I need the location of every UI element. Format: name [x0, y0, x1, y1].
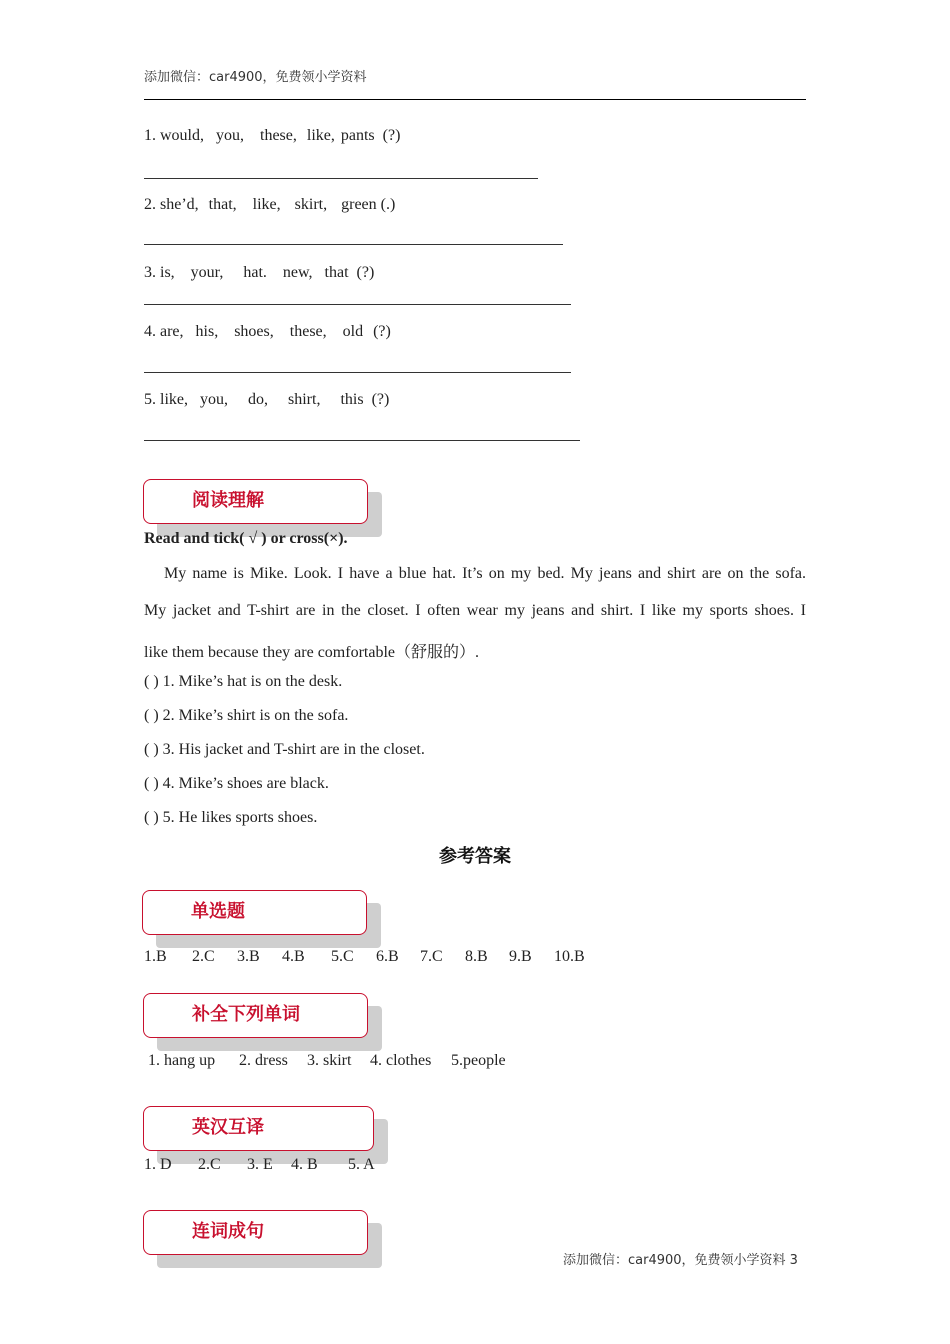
answer-line[interactable] — [144, 244, 563, 245]
ordering-question-2 — [144, 196, 395, 214]
answer-item: 2. dress — [239, 1052, 288, 1069]
statement[interactable]: ( ) 5. He likes sports shoes. — [144, 809, 318, 826]
answer-item: 4. B — [291, 1156, 318, 1173]
word: like, — [306, 127, 335, 144]
answer-item: 9.B — [509, 948, 532, 965]
word: 1. would, — [144, 127, 204, 144]
word: like, — [252, 196, 281, 213]
ordering-question-4 — [144, 323, 391, 341]
word: do, — [248, 391, 268, 408]
word: 3. is, — [144, 264, 175, 281]
header-divider — [144, 99, 806, 100]
statement[interactable]: ( ) 3. His jacket and T-shirt are in the closet. — [144, 741, 425, 758]
page-header: 添加微信：car4900，免费领小学资料 — [144, 70, 367, 85]
word: new, — [282, 264, 313, 281]
answer-item: 6.B — [376, 948, 399, 965]
answer-line[interactable] — [144, 440, 580, 441]
word: shirt, — [288, 391, 321, 408]
word: pants — [340, 127, 375, 144]
reading-instruction: Read and tick( √ ) or cross(×). — [144, 530, 348, 547]
single-choice-answers — [0, 948, 950, 970]
page-footer: 添加微信：car4900，免费领小学资料 3 — [563, 1253, 798, 1268]
answer-item: 5.C — [331, 948, 354, 965]
ordering-question-5 — [144, 391, 389, 409]
word: skirt, — [294, 196, 328, 213]
answer-item: 1. D — [144, 1156, 172, 1173]
answer-line[interactable] — [144, 304, 571, 305]
word: his, — [195, 323, 219, 340]
answer-item: 7.C — [420, 948, 443, 965]
word: hat. — [243, 264, 267, 281]
word: green (.) — [341, 196, 396, 213]
answer-item: 1.B — [144, 948, 167, 965]
statement[interactable]: ( ) 1. Mike’s hat is on the desk. — [144, 673, 343, 690]
ordering-question-3 — [144, 264, 374, 282]
ordering-question-1 — [144, 127, 400, 145]
answer-item: 10.B — [554, 948, 585, 965]
answer-line[interactable] — [144, 372, 571, 373]
translation-answers — [0, 1156, 950, 1178]
section-title: 连词成句 — [143, 1210, 368, 1255]
word: (?) — [382, 127, 401, 144]
answer-item: 3.B — [237, 948, 260, 965]
answer-line[interactable] — [144, 178, 538, 179]
word: (?) — [373, 323, 391, 340]
word: 2. she’d, — [144, 196, 199, 213]
word: (?) — [371, 391, 390, 408]
word: shoes, — [234, 323, 274, 340]
word: that — [324, 264, 349, 281]
passage-line-3: like them because they are comfortable（舒服的）. — [144, 644, 479, 661]
word: that, — [208, 196, 237, 213]
passage-line-1: My name is Mike. Look. I have a blue hat. It’s on my bed. My jeans and shirt are on the sofa. — [164, 565, 806, 582]
answer-item: 5.people — [451, 1052, 506, 1069]
word: old — [342, 323, 364, 340]
section-title: 阅读理解 — [143, 479, 368, 524]
answer-item: 1. hang up — [148, 1052, 216, 1069]
passage-line-2: My jacket and T-shirt are in the closet. I often wear my jeans and shirt. I like my sports shoes. I — [144, 602, 806, 619]
word: you, — [200, 391, 228, 408]
answer-item: 4. clothes — [370, 1052, 432, 1069]
word: (?) — [356, 264, 375, 281]
answer-item: 4.B — [282, 948, 305, 965]
word: you, — [216, 127, 244, 144]
word: these, — [260, 127, 297, 144]
complete-words-answers — [0, 1052, 950, 1074]
word: 5. like, — [144, 391, 188, 408]
section-title: 单选题 — [142, 890, 367, 935]
answer-item: 8.B — [465, 948, 488, 965]
answer-item: 5. A — [348, 1156, 375, 1173]
answer-item: 3. skirt — [307, 1052, 352, 1069]
section-title: 补全下列单词 — [143, 993, 368, 1038]
statement[interactable]: ( ) 2. Mike’s shirt is on the sofa. — [144, 707, 349, 724]
answers-title: 参考答案 — [439, 846, 511, 867]
section-title: 英汉互译 — [143, 1106, 374, 1151]
answer-item: 2.C — [198, 1156, 221, 1173]
answer-item: 2.C — [192, 948, 215, 965]
word: this — [340, 391, 364, 408]
word: 4. are, — [144, 323, 184, 340]
statement[interactable]: ( ) 4. Mike’s shoes are black. — [144, 775, 329, 792]
word: your, — [190, 264, 224, 281]
answer-item: 3. E — [247, 1156, 273, 1173]
word: these, — [289, 323, 327, 340]
